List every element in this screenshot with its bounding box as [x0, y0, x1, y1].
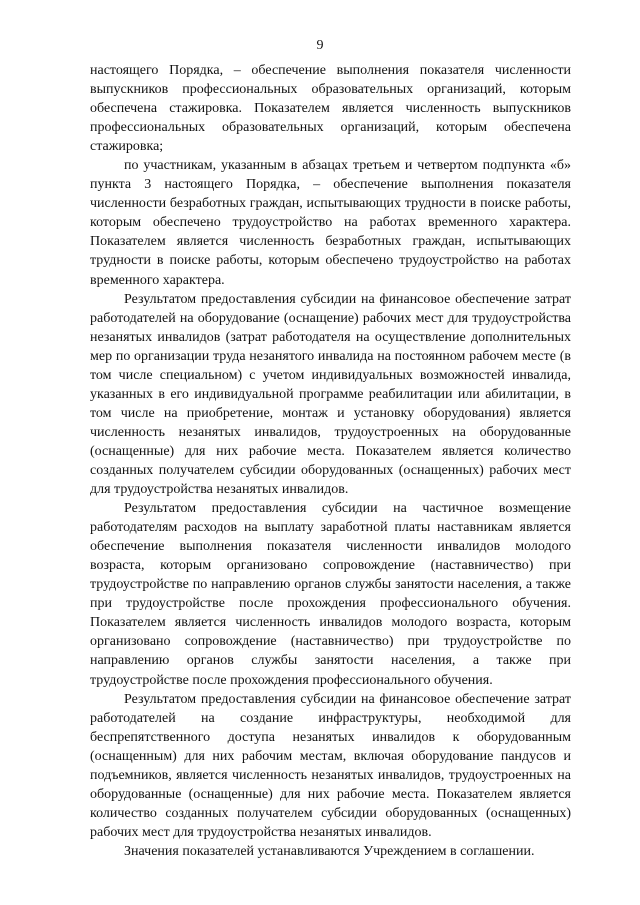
paragraph: по участникам, указанным в абзацах третьем и четвертом подпункта «б» пункта 3 настоящего Порядка, – обеспечение выполнения показателя численности безработных граждан, испытывающих трудности в поиске работы, которым обеспечено трудоустройство на работах временного характера. Показателем является численность безработных граждан, испытывающих трудности в поиске работы, которым обеспечено трудоустройство на работах временного характера.	[90, 158, 571, 288]
paragraph: Значения показателей устанавливаются Учреждением в соглашении.	[124, 843, 535, 859]
paragraph: Результатом предоставления субсидии на финансовое обеспечение затрат работодателей на создание инфраструктуры, необходимой для беспрепятственного доступа незанятых инвалидов к оборудованным (оснащенным) для них рабочим местам, включая оборудование пандусов и подъемников, является численность незанятых инвалидов, трудоустроенных на оборудованные (оснащенные) для них рабочие места. Показателем является количество созданных получателем субсидии оборудованных (оснащенных) рабочих мест для трудоустройства незанятых инвалидов.	[90, 691, 571, 840]
page-number: 9	[316, 38, 324, 53]
document-body	[90, 61, 571, 861]
paragraph: Результатом предоставления субсидии на финансовое обеспечение затрат работодателей на оборудование (оснащение) рабочих мест для трудоустройства незанятых инвалидов (затрат работодателя на осуществление дополнительных мер по организации труда незанятого инвалида на постоянном рабочем месте (в том числе специальном) с учетом индивидуальных возможностей инвалида, указанных в его индивидуальной программе реабилитации или абилитации, в том числе на приобретение, монтаж и установку оборудования) является численность незанятых инвалидов, трудоустроенных на оборудованные (оснащенные) для них рабочие места. Показателем является количество созданных получателем субсидии оборудованных (оснащенных) рабочих мест для трудоустройства незанятых инвалидов.	[90, 291, 571, 498]
paragraph: Результатом предоставления субсидии на частичное возмещение работодателям расходов на выплату заработной платы наставникам является обеспечение выполнения показателя численности инвалидов молодого возраста, которым организовано сопровождение (наставничество) при трудоустройстве по направлению органов службы занятости населения, а также при трудоустройстве после прохождения профессионального обучения. Показателем является численность инвалидов молодого возраста, которым организовано сопровождение (наставничество) при трудоустройстве по направлению органов службы занятости населения, а также при трудоустройстве после прохождения профессионального обучения.	[90, 501, 571, 688]
paragraph: настоящего Порядка, – обеспечение выполнения показателя численности выпускников профессиональных образовательных организаций, которым обеспечена стажировка. Показателем является численность выпускников профессиональных образовательных организаций, которым обеспечена стажировка;	[90, 63, 571, 155]
